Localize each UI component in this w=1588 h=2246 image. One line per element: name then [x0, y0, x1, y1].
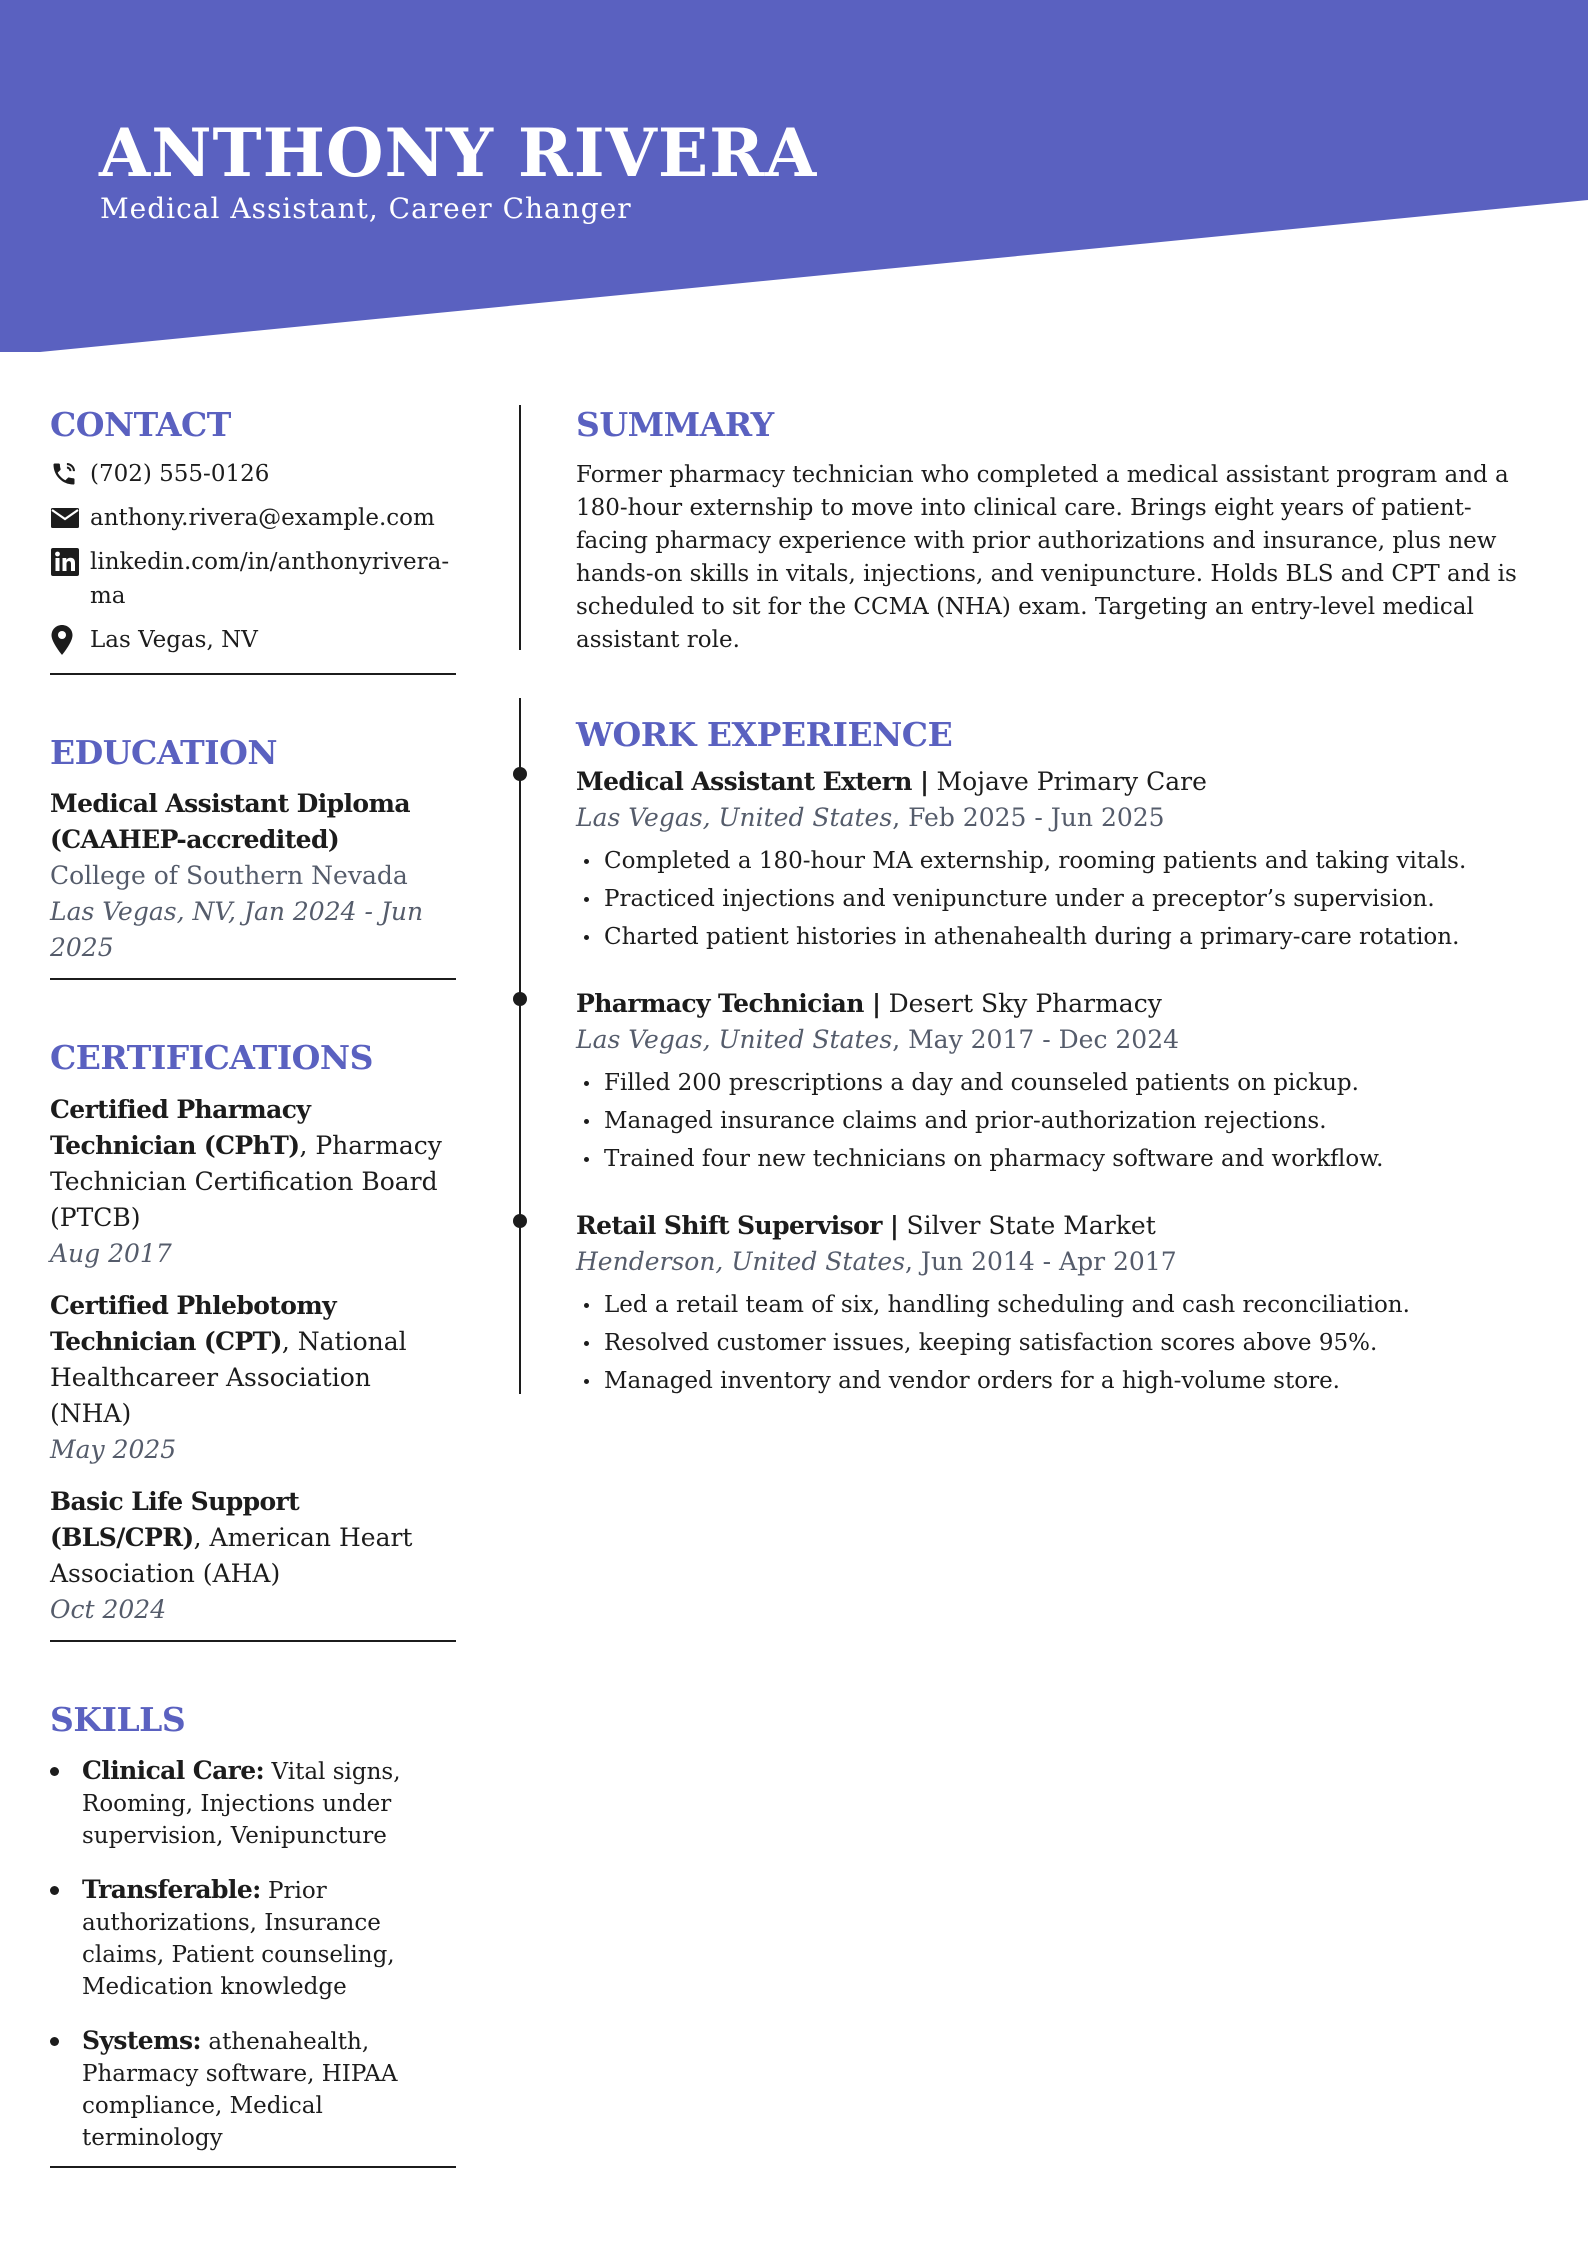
contact-location	[50, 623, 456, 657]
header-band	[0, 0, 1588, 352]
skill-text: Prior authorizations, Insurance claims, Patient counseling, Medication knowledge	[82, 1878, 395, 2001]
job-entry	[576, 986, 1536, 1178]
section-divider	[50, 978, 456, 980]
job-bullet: Charted patient histories in athenahealth during a primary-care rotation.	[576, 918, 1536, 956]
job-dates: , May 2017 - Dec 2024	[892, 1025, 1180, 1055]
job-entry	[576, 1208, 1536, 1400]
job-meta	[576, 1244, 1536, 1280]
certification-name: Certified Pharmacy Technician (CPhT)	[50, 1094, 311, 1160]
experience-timeline-rule	[519, 698, 521, 1394]
summary-vertical-rule	[519, 405, 521, 650]
certification-date: Oct 2024	[50, 1594, 167, 1624]
job-company: Desert Sky Pharmacy	[888, 989, 1162, 1019]
skills-list	[50, 1755, 456, 2154]
email-text[interactable]: anthony.rivera@example.com	[90, 504, 435, 531]
experience-section	[576, 715, 1536, 1401]
education-school: College of Southern Nevada	[50, 861, 408, 891]
certifications-section	[50, 1038, 456, 1642]
education-heading: EDUCATION	[50, 732, 278, 772]
skill-text: Vital signs, Rooming, Injections under supervision, Venipuncture	[82, 1759, 401, 1850]
summary-heading: SUMMARY	[576, 405, 774, 444]
skill-label: Clinical Care:	[82, 1756, 265, 1786]
location-pin-icon	[50, 623, 90, 657]
job-bullet: Managed inventory and vendor orders for a high-volume store.	[576, 1362, 1536, 1400]
section-divider	[50, 2166, 456, 2168]
job-title: Medical Assistant Extern	[576, 767, 912, 797]
job-location: Las Vegas, United States	[576, 1025, 893, 1055]
job-bullet: Completed a 180-hour MA externship, rooming patients and taking vitals.	[576, 842, 1536, 880]
skills-section	[50, 1700, 456, 2169]
job-title: Retail Shift Supervisor	[576, 1211, 882, 1241]
contact-heading: CONTACT	[50, 405, 231, 444]
contact-linkedin	[50, 545, 456, 613]
job-separator: |	[911, 767, 937, 797]
certification-date: May 2025	[50, 1434, 177, 1464]
job-bullet: Led a retail team of six, handling scheduling and cash reconciliation.	[576, 1286, 1536, 1324]
certification-item	[50, 1484, 456, 1628]
education-section	[50, 733, 456, 981]
certifications-heading: CERTIFICATIONS	[50, 1038, 373, 1078]
education-entry	[50, 786, 456, 966]
contact-section	[50, 405, 456, 675]
contact-email	[50, 501, 456, 535]
linkedin-text-line2: ma	[90, 582, 126, 609]
job-meta	[576, 800, 1536, 836]
experience-heading: WORK EXPERIENCE	[576, 714, 953, 754]
left-column	[50, 405, 456, 2168]
job-bullet: Filled 200 prescriptions a day and counseled patients on pickup.	[576, 1064, 1536, 1102]
timeline-dot	[513, 767, 527, 781]
skill-item	[50, 1874, 456, 2003]
contact-phone	[50, 457, 456, 491]
candidate-name: ANTHONY RIVERA	[99, 114, 818, 192]
email-icon	[50, 501, 90, 535]
job-entry	[576, 764, 1536, 956]
linkedin-icon	[50, 545, 90, 579]
job-dates: , Jun 2014 - Apr 2017	[905, 1247, 1177, 1277]
section-divider	[50, 673, 456, 675]
job-separator: |	[863, 989, 889, 1019]
certification-name: Basic Life Support (BLS/CPR)	[50, 1486, 300, 1552]
job-title-line	[576, 764, 1536, 800]
job-title-line	[576, 1208, 1536, 1244]
skill-label: Transferable:	[82, 1875, 261, 1905]
job-bullets	[576, 1286, 1536, 1400]
job-separator: |	[881, 1211, 907, 1241]
job-bullet: Trained four new technicians on pharmacy software and workflow.	[576, 1140, 1536, 1178]
summary-section	[576, 405, 1536, 657]
linkedin-text[interactable]	[90, 545, 456, 613]
section-divider	[50, 1640, 456, 1642]
job-bullets	[576, 842, 1536, 956]
candidate-subtitle: Medical Assistant, Career Changer	[100, 192, 632, 225]
education-degree-line1: Medical Assistant Diploma	[50, 789, 410, 819]
certification-issuer: , Pharmacy Technician Certification Board (PTCB)	[50, 1130, 442, 1232]
certification-date: Aug 2017	[50, 1238, 172, 1268]
job-bullets	[576, 1064, 1536, 1178]
skill-text: athenahealth, Pharmacy software, HIPAA compliance, Medical terminology	[82, 2029, 398, 2152]
timeline-dot	[513, 1214, 527, 1228]
certification-text	[50, 1484, 456, 1592]
job-meta	[576, 1022, 1536, 1058]
timeline-dot	[513, 992, 527, 1006]
job-title: Pharmacy Technician	[576, 989, 864, 1019]
certification-issuer: , National Healthcareer Association (NHA)	[50, 1326, 407, 1428]
certification-name: Certified Phlebotomy Technician (CPT)	[50, 1290, 337, 1356]
right-column	[576, 405, 1536, 1400]
location-text: Las Vegas, NV	[90, 626, 258, 653]
job-bullet: Managed insurance claims and prior-authorization rejections.	[576, 1102, 1536, 1140]
summary-text: Former pharmacy technician who completed a medical assistant program and a 180-hour externship to move into clinical care. Brings eight years of patient-facing pharmacy experience with prior authorizations and insurance, plus new hands-on skills in vitals, injections, and venipuncture. Holds BLS and CPT and is scheduled to sit for the CCMA (NHA) exam. Targeting an entry-level medical assistant role.	[576, 461, 1517, 653]
job-bullet: Practiced injections and venipuncture under a preceptor’s supervision.	[576, 880, 1536, 918]
job-dates: , Feb 2025 - Jun 2025	[892, 803, 1165, 833]
skill-label: Systems:	[82, 2026, 202, 2056]
education-degree-line2: (CAAHEP-accredited)	[50, 825, 340, 855]
skill-item	[50, 1755, 456, 1852]
job-title-line	[576, 986, 1536, 1022]
certification-item	[50, 1092, 456, 1272]
certification-issuer: , American Heart Association (AHA)	[50, 1522, 413, 1588]
education-meta: Las Vegas, NV, Jan 2024 - Jun 2025	[50, 897, 424, 963]
phone-text: (702) 555-0126	[90, 460, 270, 487]
job-location: Las Vegas, United States	[576, 803, 893, 833]
education-degree	[50, 786, 456, 858]
job-bullet: Resolved customer issues, keeping satisfaction scores above 95%.	[576, 1324, 1536, 1362]
certification-text	[50, 1092, 456, 1236]
linkedin-text-line1: linkedin.com/in/anthonyrivera-	[90, 548, 450, 575]
job-location: Henderson, United States	[576, 1247, 906, 1277]
certifications-list	[50, 1092, 456, 1628]
skill-item	[50, 2025, 456, 2154]
job-company: Mojave Primary Care	[936, 767, 1207, 797]
certification-text	[50, 1288, 456, 1432]
job-company: Silver State Market	[906, 1211, 1156, 1241]
skills-heading: SKILLS	[50, 1699, 186, 1739]
phone-icon	[50, 457, 90, 491]
certification-item	[50, 1288, 456, 1468]
